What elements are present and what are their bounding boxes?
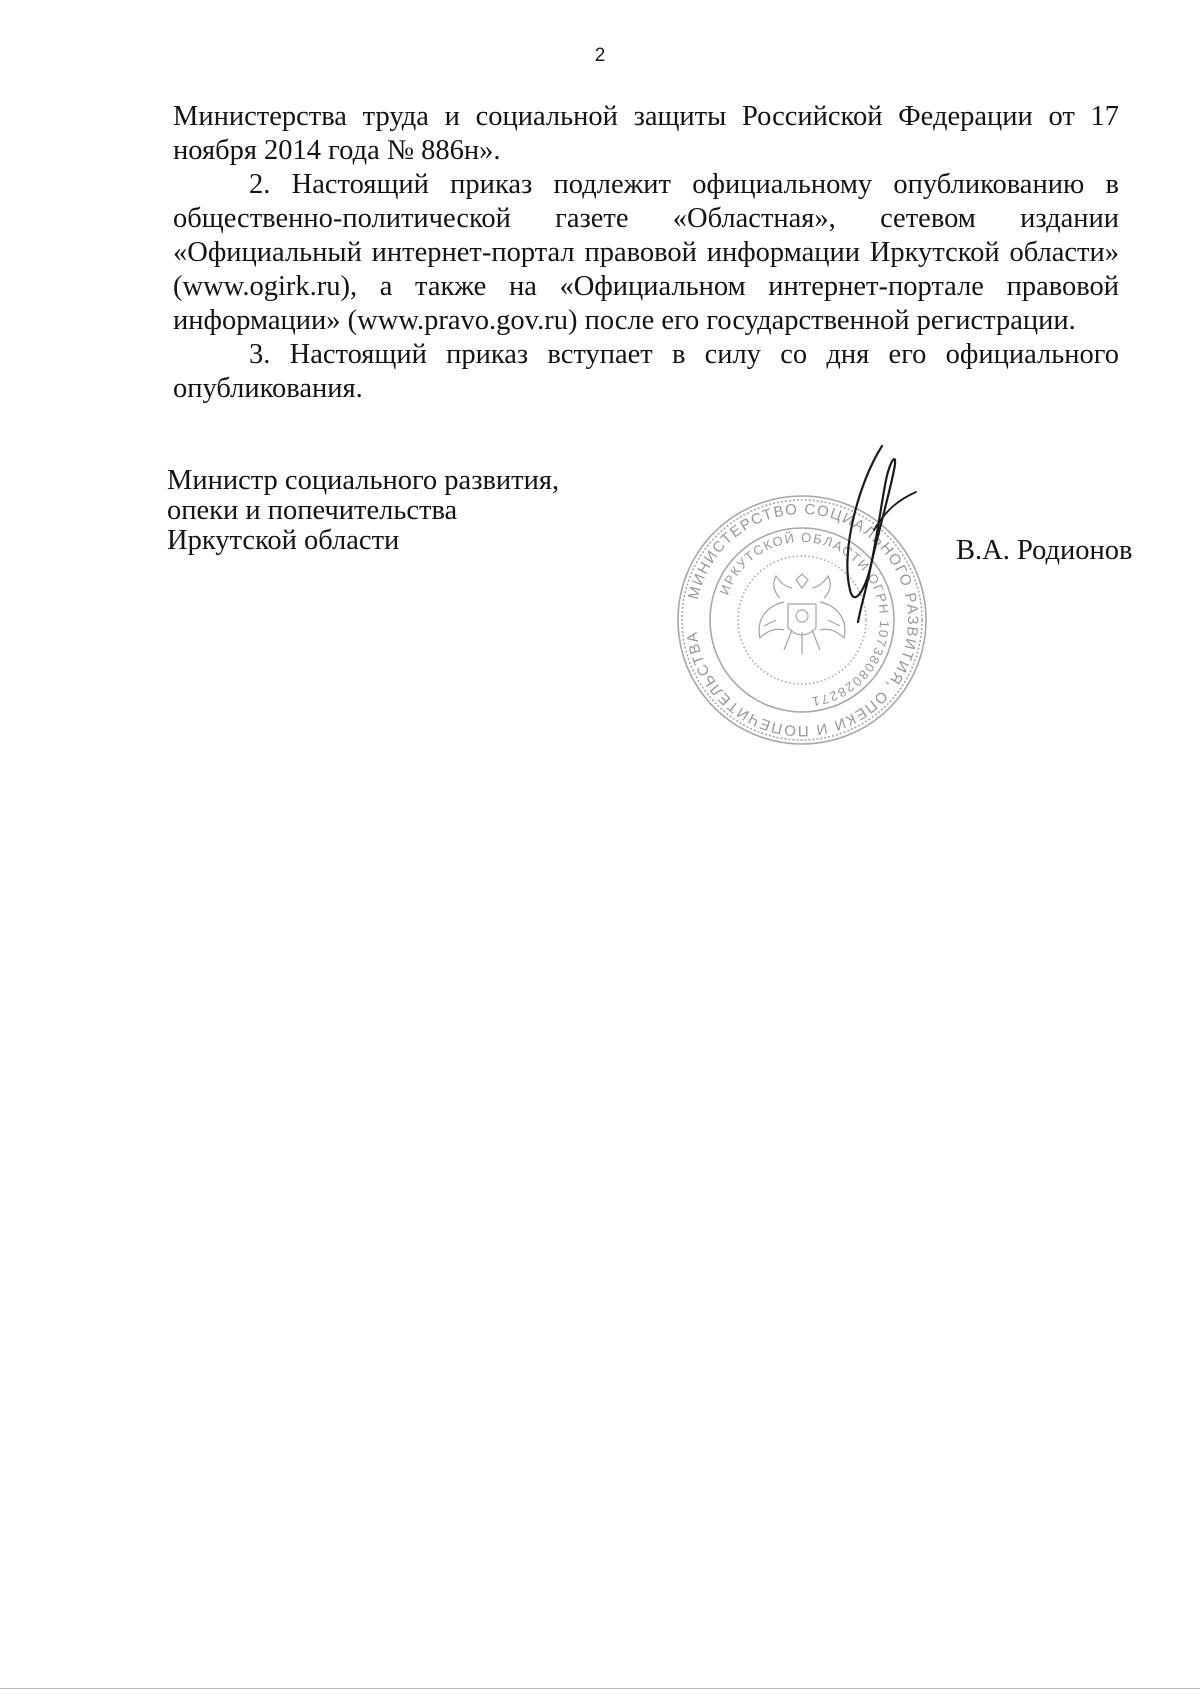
- handwritten-signature: [820, 440, 920, 630]
- signer-name: В.А. Родионов: [956, 535, 1133, 566]
- document-body: [173, 100, 1119, 406]
- bottom-page-rule: [0, 1688, 1200, 1689]
- signer-position-line-3: Иркутской области: [167, 525, 400, 556]
- page-number: 2: [594, 45, 606, 66]
- seal-outer-lettering: МИНИСТЕРСТВО СОЦИАЛЬНОГО РАЗВИТИЯ, ОПЕКИ И ПОПЕЧИТЕЛЬСТВА: [683, 500, 922, 740]
- paragraph-publication: 2. Настоящий приказ подлежит официальному опубликованию в общественно-политической газете «Областная», сетевом издании «Официальный интернет-портал правовой информации Иркутской области» (www.ogirk.ru), а также на «Официальном интернет-портале правовой информации» (www.pravo.gov.ru) после его государственной регистрации.: [173, 169, 1119, 336]
- signer-position: [167, 466, 559, 556]
- seal-inner-lettering: ИРКУТСКОЙ ОБЛАСТИ ОГРН 1073808028271: [716, 529, 893, 710]
- paragraph-continuation: Министерства труда и социальной защиты Российской Федерации от 17 ноября 2014 года № 886н».: [173, 101, 1119, 166]
- paragraph-effective-date: 3. Настоящий приказ вступает в силу со дня его официального опубликования.: [173, 339, 1119, 404]
- signer-position-line-2: опеки и попечительства: [167, 495, 458, 526]
- signer-position-line-1: Министр социального развития,: [167, 465, 560, 496]
